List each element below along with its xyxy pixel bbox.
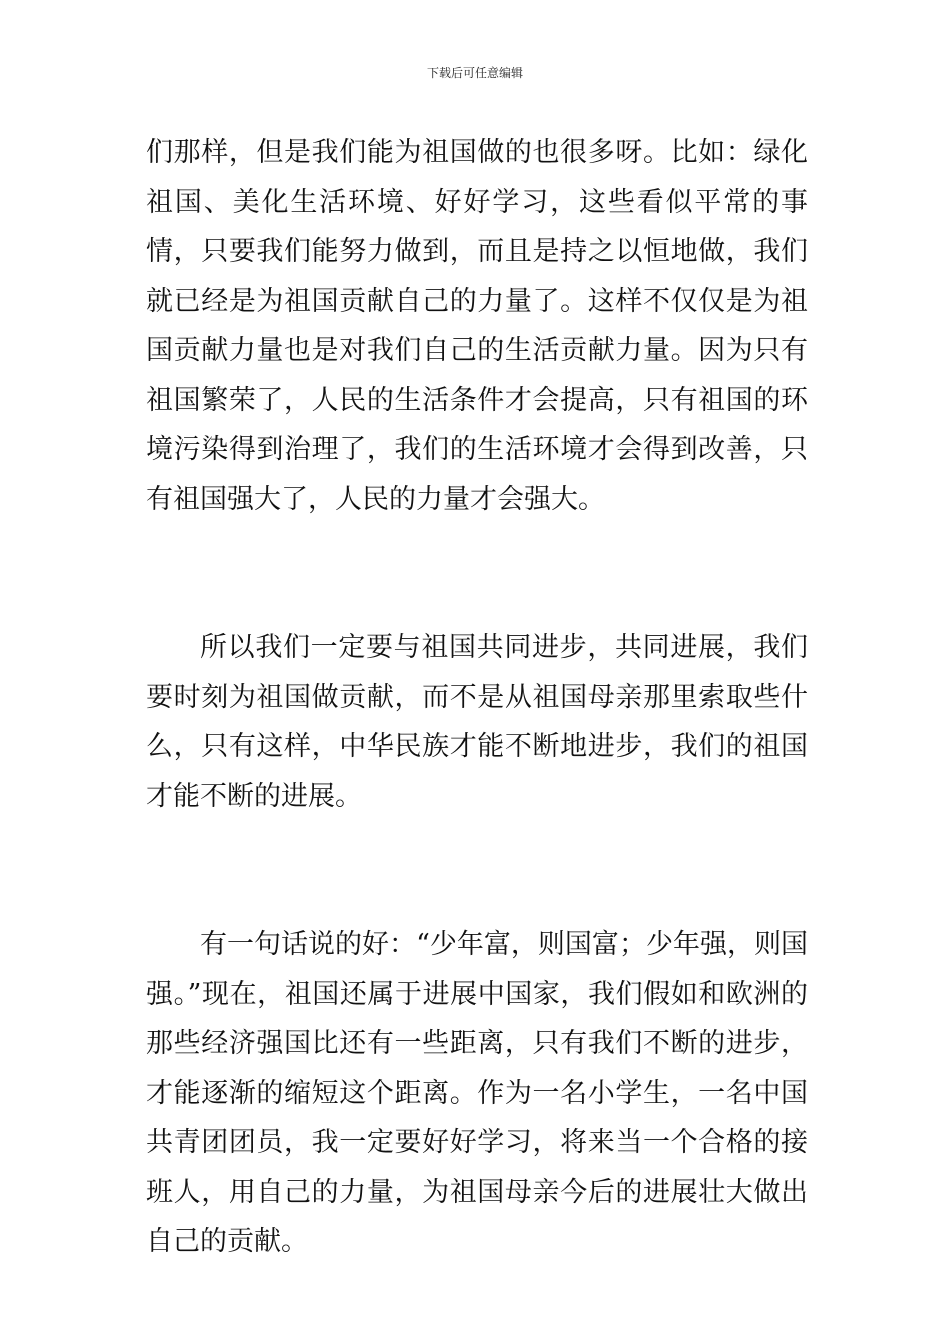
header-note: 下载后可任意编辑 [426,66,523,80]
paragraph-spacer [146,524,808,623]
paragraph-1: 们那样，但是我们能为祖国做的也很多呀。比如：绿化祖国、美化生活环境、好好学习，这些看似平常的事情，只要我们能努力做到，而且是持之以恒地做，我们就已经是为祖国贡献自己的力量了。这样不仅仅是为祖国贡献力量也是对我们自己的生活贡献力量。因为只有祖国繁荣了，人民的生活条件才会提高，只有祖国的环境污染得到治理了，我们的生活环境才会得到改善，只有祖国强大了，人民的力量才会强大。 [146,137,808,515]
paragraph-spacer [146,821,808,920]
paragraph-2: 所以我们一定要与祖国共同进步，共同进展，我们要时刻为祖国做贡献，而不是从祖国母亲那里索取些什么，只有这样，中华民族才能不断地进步，我们的祖国才能不断的进展。 [146,632,808,812]
paragraph-3: 有一句话说的好：“少年富，则国富；少年强，则国强。”现在，祖国还属于进展中国家，我们假如和欧洲的那些经济强国比还有一些距离，只有我们不断的进步，才能逐渐的缩短这个距离。作为一名小学生，一名中国共青团团员，我一定要好好学习，将来当一个合格的接班人，用自己的力量，为祖国母亲今后的进展壮大做出自己的贡献。 [146,929,808,1257]
document-body [146,128,808,1267]
